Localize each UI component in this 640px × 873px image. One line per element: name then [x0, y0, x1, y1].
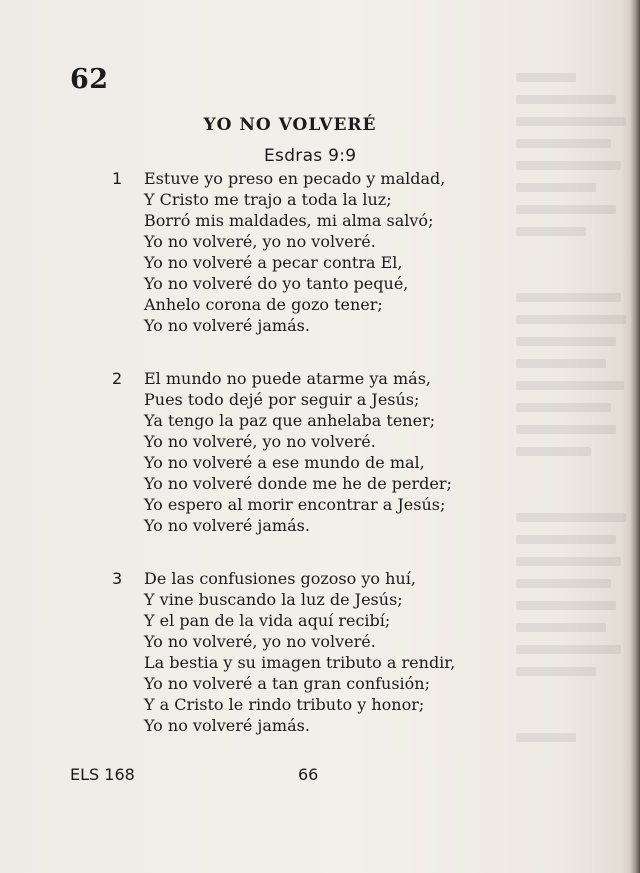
stanza-number: 3 [112, 569, 123, 588]
verse-line: Yo no volveré, yo no volveré. [144, 632, 376, 651]
verse-line: Yo no volveré a ese mundo de mal, [144, 453, 425, 472]
verse-line: Anhelo corona de gozo tener; [144, 295, 383, 314]
verse-line: Y Cristo me trajo a toda la luz; [144, 190, 392, 209]
verse-line: Yo no volveré jamás. [144, 716, 310, 735]
verse-line: Ya tengo la paz que anhelaba tener; [144, 411, 436, 430]
verse-line: Yo no volveré a tan gran confusión; [144, 674, 430, 693]
verse-line: De las confusiones gozoso yo huí, [144, 569, 416, 588]
page-number: 66 [298, 765, 319, 784]
verse-line: Pues todo dejé por seguir a Jesús; [144, 390, 420, 409]
verse-line: Y el pan de la vida aquí recibí; [144, 611, 391, 630]
verse-line: Y a Cristo le rindo tributo y honor; [144, 695, 425, 714]
hymnal-reference: ELS 168 [70, 765, 135, 784]
verse-line: Yo no volveré, yo no volveré. [144, 232, 376, 251]
page-edge-shadow [630, 0, 640, 873]
verse-line: Yo no volveré jamás. [144, 316, 310, 335]
verse-line: Yo no volveré, yo no volveré. [144, 432, 376, 451]
verse-line: La bestia y su imagen tributo a rendir, [144, 653, 456, 672]
verse-line: Yo no volveré donde me he de perder; [144, 474, 452, 493]
hymn-number: 62 [70, 64, 109, 95]
verse-line: Y vine buscando la luz de Jesús; [144, 590, 403, 609]
hymn-title: YO NO VOLVERÉ [203, 115, 377, 135]
verse-line: Yo no volveré a pecar contra El, [144, 253, 403, 272]
verse-line: Yo espero al morir encontrar a Jesús; [144, 495, 446, 514]
scripture-reference: Esdras 9:9 [264, 146, 357, 166]
stanza-number: 2 [112, 369, 123, 388]
verse-line: Borró mis maldades, mi alma salvó; [144, 211, 434, 230]
verse-line: Yo no volveré do yo tanto pequé, [144, 274, 409, 293]
verse-line: Yo no volveré jamás. [144, 516, 310, 535]
verse-line: Estuve yo preso en pecado y maldad, [144, 169, 446, 188]
bleed-through-text [516, 60, 626, 820]
stanza-number: 1 [112, 169, 123, 188]
verse-line: El mundo no puede atarme ya más, [144, 369, 432, 388]
